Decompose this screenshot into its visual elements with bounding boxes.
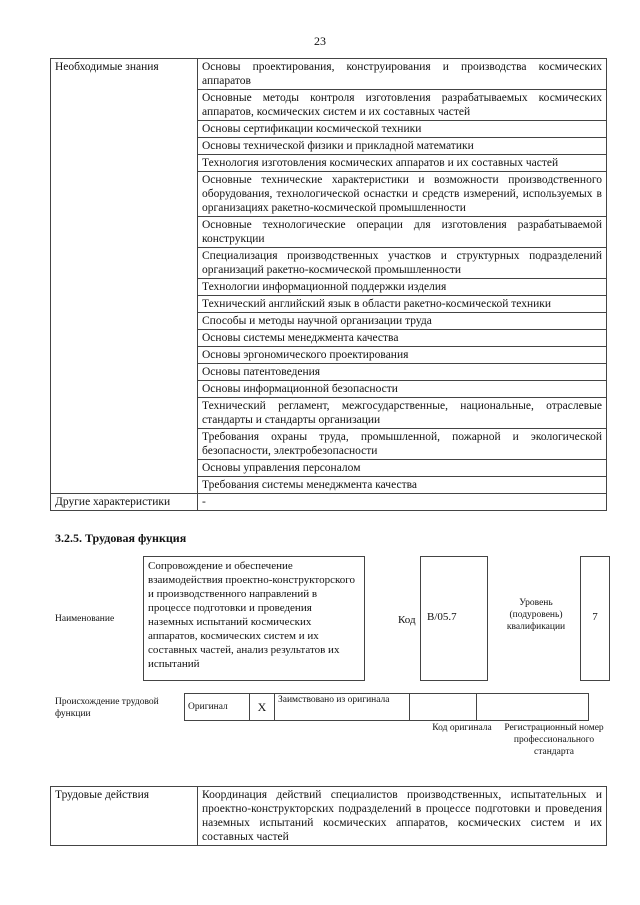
reg-number-label: Регистрационный номер профессионального стандарта <box>504 723 604 757</box>
code-box <box>420 556 488 681</box>
knowledge-item: Основные технические характеристики и возможности производственного оборудования, технологической оснастки и средств измерений, используемых в организациях ракетно-космической промышленности <box>198 172 607 217</box>
code-label: Код <box>398 614 416 626</box>
original-cell <box>185 694 250 721</box>
knowledge-item: Основы управления персоналом <box>198 460 607 477</box>
knowledge-item: Основные методы контроля изготовления разрабатываемых космических аппаратов, космических систем и их составных частей <box>198 90 607 121</box>
knowledge-item: Основные технологические операции для изготовления разрабатываемой конструкции <box>198 217 607 248</box>
knowledge-item: Технология изготовления космических аппаратов и их составных частей <box>198 155 607 172</box>
borrowed-label: Заимствовано из оригинала <box>278 695 390 705</box>
actions-table <box>50 786 607 846</box>
knowledge-item: Основы сертификации космической техники <box>198 121 607 138</box>
reg-number-cell <box>477 694 589 721</box>
code-original-label: Код оригинала <box>432 723 492 733</box>
knowledge-item: Основы эргономического проектирования <box>198 347 607 364</box>
page-number: 23 <box>314 34 326 48</box>
section-heading: 3.2.5. Трудовая функция <box>55 531 187 545</box>
function-name: Сопровождение и обеспечение взаимодействия проектно-конструкторского и производственного направлений в процессе подготовки и проведения наземных испытаний космических аппаратов, космических систем и их составных частей, анализ результатов их испытаний <box>148 560 355 670</box>
knowledge-item: Основы системы менеджмента качества <box>198 330 607 347</box>
actions-label-cell <box>51 787 198 846</box>
original-mark: X <box>257 699 267 714</box>
knowledge-table <box>50 58 607 511</box>
knowledge-item: Технический английский язык в области ракетно-космической техники <box>198 296 607 313</box>
level-box <box>580 556 610 681</box>
level-value: 7 <box>592 611 598 623</box>
actions-value: Координация действий специалистов производственных, испытательных и проектно-конструкторских подразделений в процессе подготовки и проведения наземных испытаний космических аппаратов, космических систем и их составных частей <box>202 789 602 843</box>
borrowed-cell <box>275 694 410 721</box>
knowledge-item: Основы патентоведения <box>198 364 607 381</box>
actions-value-cell <box>198 787 607 846</box>
origin-table <box>184 693 589 721</box>
original-label: Оригинал <box>188 701 228 712</box>
other-row <box>51 494 607 511</box>
knowledge-label: Необходимые знания <box>51 59 198 494</box>
other-value: - <box>198 494 607 511</box>
actions-label: Трудовые действия <box>55 789 150 801</box>
code-original-cell <box>410 694 477 721</box>
knowledge-item: Требования охраны труда, промышленной, пожарной и экологической безопасности, электробезопасности <box>198 429 607 460</box>
knowledge-item: Основы информационной безопасности <box>198 381 607 398</box>
origin-label: Происхождение трудовой функции <box>55 697 159 719</box>
knowledge-item: Основы проектирования, конструирования и производства космических аппаратов <box>198 59 607 90</box>
name-label: Наименование <box>55 614 115 624</box>
knowledge-row <box>51 59 607 90</box>
original-mark-cell <box>250 694 275 721</box>
knowledge-item: Способы и методы научной организации труда <box>198 313 607 330</box>
function-name-box <box>143 556 365 681</box>
knowledge-item: Технический регламент, межгосударственные, национальные, отраслевые стандарты и стандарты организации <box>198 398 607 429</box>
code-value: B/05.7 <box>427 611 457 623</box>
other-label: Другие характеристики <box>51 494 198 511</box>
knowledge-item: Специализация производственных участков и структурных подразделений организаций ракетно-космической промышленности <box>198 248 607 279</box>
knowledge-item: Основы технической физики и прикладной математики <box>198 138 607 155</box>
knowledge-item: Технологии информационной поддержки изделия <box>198 279 607 296</box>
level-label: Уровень (подуровень) квалификации <box>506 598 566 632</box>
knowledge-item: Требования системы менеджмента качества <box>198 477 607 494</box>
